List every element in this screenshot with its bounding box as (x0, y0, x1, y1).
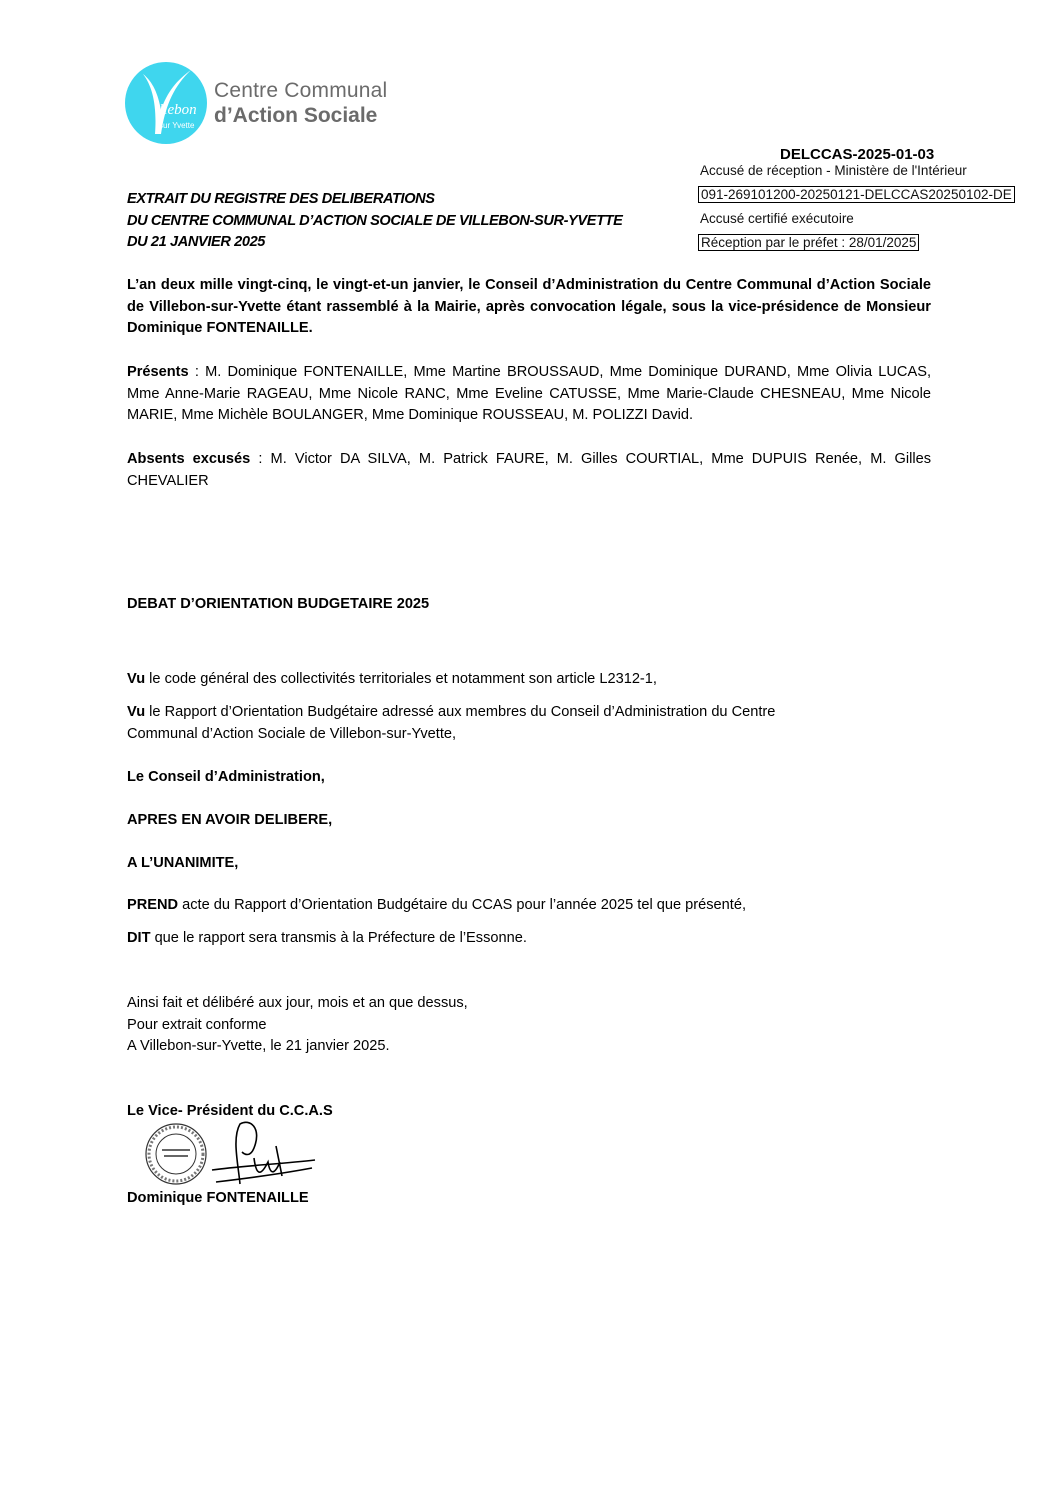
villebon-logo-icon (125, 62, 207, 144)
svg-text:sur Yvette: sur Yvette (159, 121, 195, 130)
vu-text: Communal d’Action Sociale de Villebon-sur-Yvette, (127, 725, 457, 742)
closing-line: Ainsi fait et délibéré aux jour, mois et an que dessus, (127, 995, 468, 1011)
dit-paragraph (127, 928, 527, 950)
deliberation-reference: DELCCAS-2025-01-03 (780, 146, 935, 163)
intro-paragraph: L’an deux mille vingt-cinq, le vingt-et-un janvier, le Conseil d’Administration du Centre Communal d’Action Sociale de Villebon-sur-Yvette étant rassemblé à la Mairie, après convocation légale, sous la vice-présidence de Monsieur Dominique FONTENAILLE. (127, 277, 931, 336)
signatory-name: Dominique FONTENAILLE (127, 1190, 309, 1206)
ack-prefect-date: Réception par le préfet : 28/01/2025 (698, 234, 919, 251)
logo-emblem (125, 62, 207, 144)
unanimity-line: A L’UNANIMITE, (127, 855, 239, 871)
logo-title-line2: d’Action Sociale (214, 104, 378, 127)
absent-label: Absents excusés (127, 451, 251, 467)
present-label: Présents (127, 364, 189, 380)
register-header (127, 189, 622, 254)
vu-paragraph-1 (127, 669, 657, 691)
closing-line: A Villebon-sur-Yvette, le 21 janvier 2025. (127, 1038, 390, 1054)
ack-ministry: Accusé de réception - Ministère de l'Intérieur (700, 163, 967, 178)
vu-text: le Rapport d’Orientation Budgétaire adressé aux membres du Conseil d’Administration du Centre (145, 704, 776, 720)
ack-certified: Accusé certifié exécutoire (700, 211, 854, 226)
closing-line: Pour extrait conforme (127, 1016, 267, 1033)
prend-label: PREND (127, 897, 179, 913)
deliberated-line: APRES EN AVOIR DELIBERE, (127, 812, 333, 828)
vu-text: le code général des collectivités territoriales et notamment son article L2312-1, (145, 671, 657, 687)
dit-text: que le rapport sera transmis à la Préfecture de l’Essonne. (150, 930, 527, 946)
svg-text:illebon: illebon (155, 102, 197, 118)
signature-icon (210, 1118, 320, 1188)
prend-text: acte du Rapport d’Orientation Budgétaire du CCAS pour l’année 2025 tel que présenté, (178, 897, 747, 913)
header-line: DU 21 JANVIER 2025 (127, 234, 265, 250)
logo-title-line1: Centre Communal (214, 79, 388, 102)
council-line: Le Conseil d’Administration, (127, 769, 325, 785)
signatory-role: Le Vice- Président du C.C.A.S (127, 1103, 333, 1119)
vu-paragraph-2 (127, 702, 775, 745)
vu-label: Vu (127, 704, 146, 720)
absent-paragraph (127, 449, 931, 492)
dit-label: DIT (127, 930, 151, 946)
prend-paragraph (127, 895, 746, 917)
absent-list: : M. Victor DA SILVA, M. Patrick FAURE, M. Gilles COURTIAL, Mme DUPUIS Renée, M. Gilles CHEVALIER (127, 451, 932, 489)
present-paragraph (127, 362, 931, 427)
subject-title: DEBAT D’ORIENTATION BUDGETAIRE 2025 (127, 596, 430, 612)
stamp-icon (142, 1122, 210, 1186)
present-list: : M. Dominique FONTENAILLE, Mme Martine BROUSSAUD, Mme Dominique DURAND, Mme Olivia LUCAS, Mme Anne-Marie RAGEAU, Mme Nicole RANC, Mme Eveline CATUSSE, Mme Marie-Claude CHESNEAU, Mme Nicole MARIE, Mme Michèle BOULANGER, Mme Dominique ROUSSEAU, M. POLIZZI David. (127, 364, 931, 423)
official-stamp (142, 1122, 210, 1191)
closing-block (127, 993, 468, 1058)
handwritten-signature (210, 1118, 320, 1193)
ack-id: 091-269101200-20250121-DELCCAS20250102-DE (698, 186, 1015, 203)
vu-label: Vu (127, 671, 146, 687)
header-line: DU CENTRE COMMUNAL D’ACTION SOCIALE DE VILLEBON-SUR-YVETTE (127, 212, 623, 229)
header-line: EXTRAIT DU REGISTRE DES DELIBERATIONS (127, 191, 435, 207)
